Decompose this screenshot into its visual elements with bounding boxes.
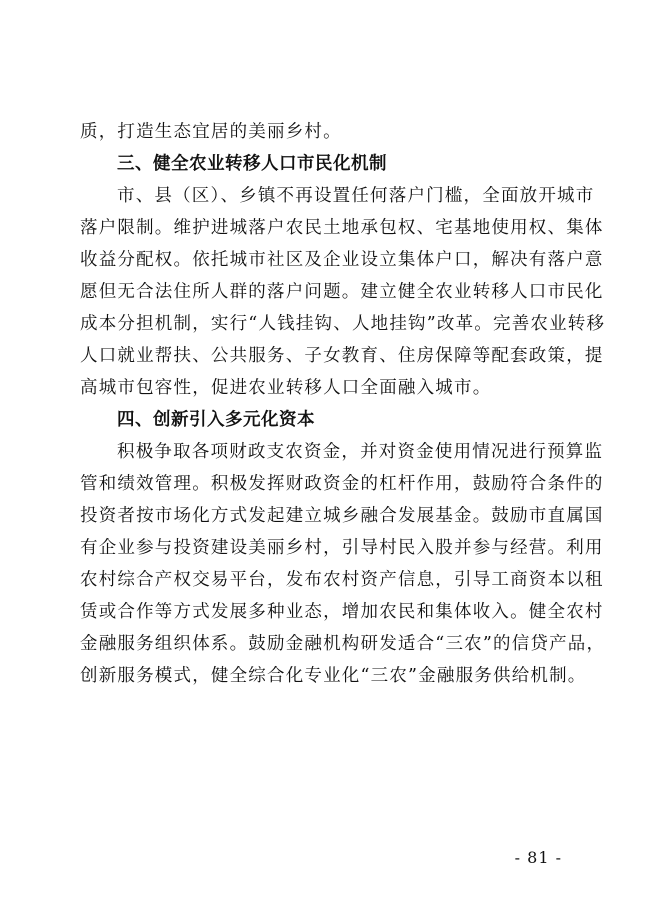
section-heading: 三、健全农业转移人口市民化机制 <box>117 154 387 174</box>
paragraph-line: 收益分配权。依托城市社区及企业设立集体户口，解决有落户意 <box>80 250 604 270</box>
paragraph-line: 创新服务模式，健全综合化专业化“三农”金融服务供给机制。 <box>80 666 587 686</box>
paragraph-line: 管和绩效管理。积极发挥财政资金的杠杆作用，鼓励符合条件的 <box>80 474 604 494</box>
page-number: - 81 - <box>514 848 562 867</box>
paragraph-line: 投资者按市场化方式发起建立城乡融合发展基金。鼓励市直属国 <box>80 506 604 526</box>
paragraph-line: 农村综合产权交易平台，发布农村资产信息，引导工商资本以租 <box>80 570 604 590</box>
paragraph-line: 赁或合作等方式发展多种业态，增加农民和集体收入。健全农村 <box>80 602 604 622</box>
paragraph-line: 质，打造生态宜居的美丽乡村。 <box>80 122 342 142</box>
paragraph-line: 成本分担机制，实行“人钱挂钩、人地挂钩”改革。完善农业转移 <box>80 314 606 334</box>
paragraph-line: 人口就业帮扶、公共服务、子女教育、住房保障等配套政策，提 <box>80 346 604 366</box>
paragraph-line: 有企业参与投资建设美丽乡村，引导村民入股并参与经营。利用 <box>80 538 604 558</box>
paragraph-line: 金融服务组织体系。鼓励金融机构研发适合“三农”的信贷产品， <box>80 634 606 654</box>
section-heading: 四、创新引入多元化资本 <box>117 410 315 430</box>
paragraph-line: 愿但无合法住所人群的落户问题。建立健全农业转移人口市民化 <box>80 282 604 302</box>
paragraph-line: 积极争取各项财政支农资金，并对资金使用情况进行预算监 <box>117 442 604 462</box>
paragraph-line: 高城市包容性，促进农业转移人口全面融入城市。 <box>80 378 492 398</box>
paragraph-line: 落户限制。维护进城落户农民土地承包权、宅基地使用权、集体 <box>80 218 604 238</box>
paragraph-line: 市、县（区）、乡镇不再设置任何落户门槛，全面放开城市 <box>117 186 595 206</box>
